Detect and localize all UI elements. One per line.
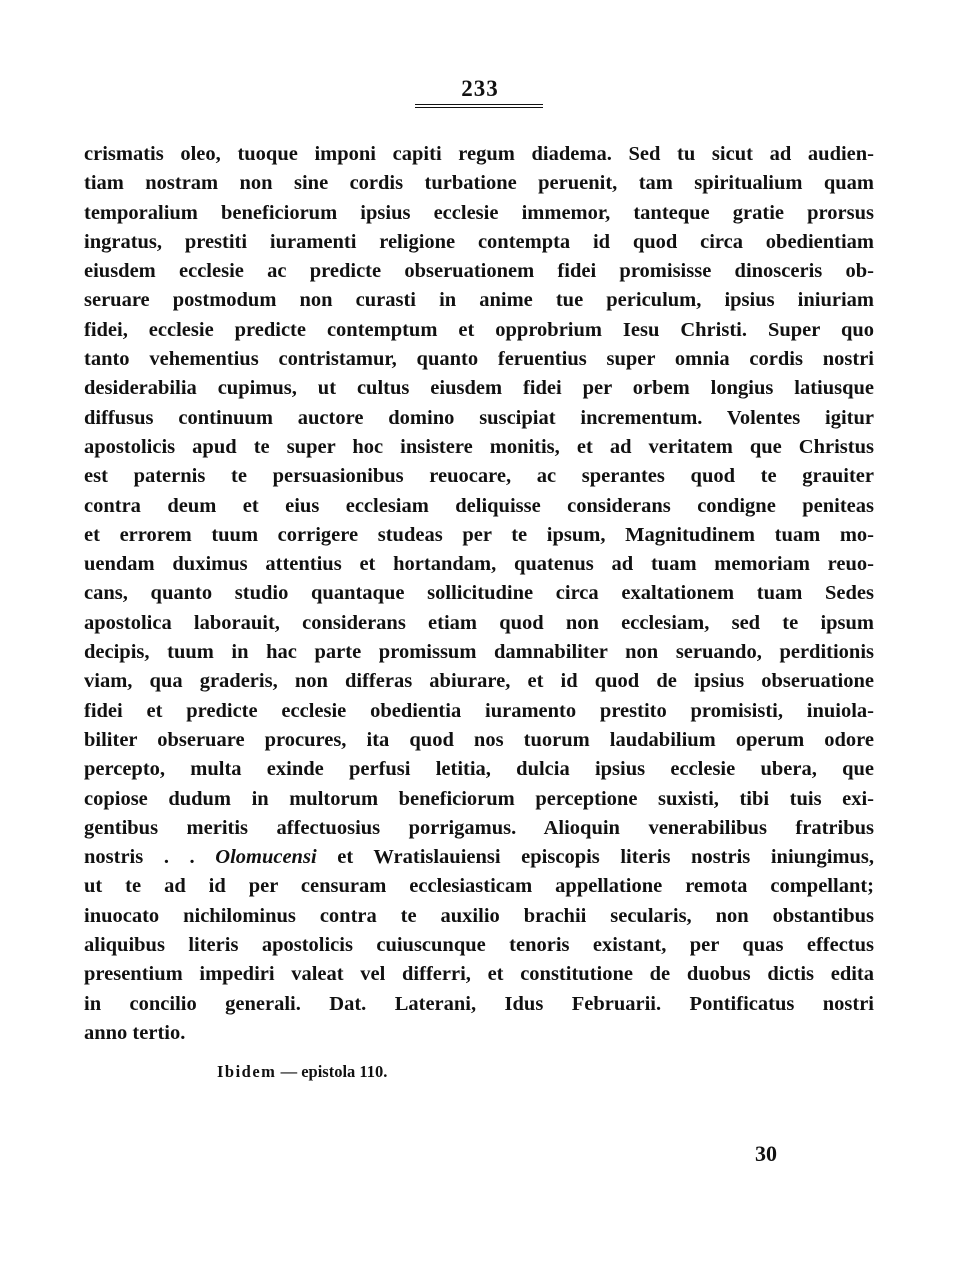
text-line: inuocato nichilominus contra te auxilio brachii secularis, non obstantibus [84, 904, 874, 927]
text-line: percepto, multa exinde perfusi letitia, dulcia ipsius ecclesie ubera, que [84, 758, 874, 781]
body-text [84, 140, 874, 1048]
citation [217, 1062, 387, 1082]
text-line: tanto vehementius contristamur, quanto feruentius super omnia cordis nostri [84, 348, 874, 371]
text-line: decipis, tuum in hac parte promissum damnabiliter non seruando, perditionis [84, 641, 874, 664]
text-line: apostolicis apud te super hoc insistere monitis, et ad veritatem que Christus [84, 435, 874, 458]
text-line: et errorem tuum corrigere studeas per te ipsum, Magnitudinem tuam mo- [84, 523, 874, 546]
text-line: cans, quanto studio quantaque sollicitudine circa exaltationem tuam Sedes [84, 582, 874, 605]
text-line [84, 843, 874, 872]
text-line: temporalium beneficiorum ipsius ecclesie immemor, tanteque gratie prorsus [84, 201, 874, 224]
text-line: presentium impediri valeat vel differri, et constitutione de duobus dictis edita [84, 963, 874, 986]
text-line: uendam duximus attentius et hortandam, quatenus ad tuam memoriam reuo- [84, 553, 874, 576]
header-rule [415, 104, 543, 108]
text-line: apostolica laborauit, considerans etiam quod non ecclesiam, sed te ipsum [84, 611, 874, 634]
text-line: desiderabilia cupimus, ut cultus eiusdem fidei per orbem longius latiusque [84, 377, 874, 400]
text-line: ut te ad id per censuram ecclesiasticam appellatione remota compellant; [84, 875, 874, 898]
text-line: aliquibus literis apostolicis cuiuscunque tenoris existant, per quas effectus [84, 934, 874, 957]
text-line-last: anno tertio. [84, 1021, 186, 1044]
text-line: eiusdem ecclesie ac predicte obseruationem fidei promisisse dinosceris ob- [84, 260, 874, 283]
text-line: diffusus continuum auctore domino suscipiat incrementum. Volentes igitur [84, 406, 874, 429]
citation-reference: — epistola 110. [276, 1062, 388, 1081]
text-line: viam, qua graderis, non differas abiurare, et id quod de ipsius obseruatione [84, 670, 874, 693]
text-line: biliter obseruare procures, ita quod nos tuorum laudabilium operum odore [84, 728, 874, 751]
text-line: est paternis te persuasionibus reuocare, ac sperantes quod te grauiter [84, 465, 874, 488]
text-segment: nostris . . [84, 846, 216, 869]
text-line: ingratus, prestiti iuramenti religione contempta id quod circa obedientiam [84, 230, 874, 253]
italic-place-name: Olomucensi [215, 846, 317, 869]
text-line: fidei, ecclesie predicte contemptum et opprobrium Iesu Christi. Super quo [84, 318, 874, 341]
text-line: seruare postmodum non curasti in anime tue periculum, ipsius iniuriam [84, 289, 874, 312]
text-line: crismatis oleo, tuoque imponi capiti regum diadema. Sed tu sicut ad audien- [84, 143, 874, 165]
citation-source: Ibidem [217, 1062, 277, 1081]
text-line: tiam nostram non sine cordis turbatione peruenit, tam spiritualium quam [84, 172, 874, 195]
text-segment: et Wratislauiensi episcopis literis nostris iniungimus, [316, 846, 874, 869]
text-line: gentibus meritis affectuosius porrigamus. Alioquin venerabilibus fratribus [84, 816, 874, 839]
text-line: fidei et predicte ecclesie obedientia iuramento prestito promisisti, inuiola- [84, 699, 874, 722]
page-number: 233 [461, 76, 499, 101]
text-line: contra deum et eius ecclesiam deliquisse considerans condigne peniteas [84, 494, 874, 517]
text-line: in concilio generali. Dat. Laterani, Idus Februarii. Pontificatus nostri [84, 992, 874, 1015]
signature-mark: 30 [755, 1141, 777, 1166]
text-line: copiose dudum in multorum beneficiorum perceptione suxisti, tibi tuis exi- [84, 787, 874, 810]
